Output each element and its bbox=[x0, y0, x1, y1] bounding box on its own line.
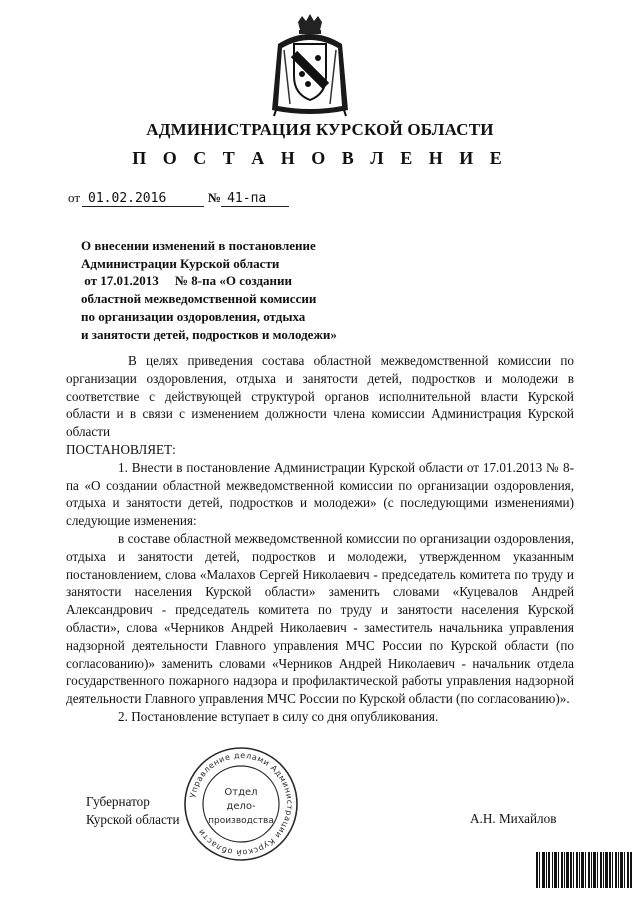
office-stamp bbox=[182, 745, 300, 863]
document-body bbox=[66, 352, 574, 726]
signatory-title bbox=[86, 793, 180, 829]
stamp-ring-text: Управление делами Администрации Курской области bbox=[188, 750, 295, 858]
preamble-paragraph: В целях приведения состава областной межведомственной комиссии по организации оздоровления, отдыха и занятости детей, подростков и молодежи в соответствие с действующей структурой органов исполнительной власти Курской области и в связи с изменением должности члена комиссии Администрация Курской области bbox=[66, 353, 574, 440]
from-label: от bbox=[68, 190, 81, 205]
signatory-title-line-1: Губернатор bbox=[86, 794, 150, 809]
document-type-title: П О С Т А Н О В Л Е Н И Е bbox=[132, 148, 508, 168]
subject-line: Администрации Курской области bbox=[81, 255, 280, 271]
item-1-detail-paragraph: в составе областной межведомственной комиссии по организации оздоровления, отдыха и занятости детей, подростков и молодежи, утвержденном указанным постановлением, слова «Малахов Сергей Николаевич - председатель комитета по труду и занятости населения Курской области» заменить словами «Куцевалов Андрей Александрович - председатель комитета по труду и занятости населения Курской области», слова «Черников Андрей Николаевич - заместитель начальника управления надзорной деятельности Главного управления МЧС России по Курской области (по согласованию)» заменить словами «Черников Андрей Николаевич - начальник отдела государственного пожарного надзора и профилактической работы управления надзорной деятельности Главного управления МЧС России по Курской области (по согласованию)». bbox=[66, 530, 574, 707]
document-date: 01.02.2016 bbox=[82, 191, 204, 207]
signatory-name: А.Н. Михайлов bbox=[470, 811, 557, 826]
number-label: № bbox=[208, 190, 222, 205]
item-2-paragraph: 2. Постановление вступает в силу со дня опубликования. bbox=[118, 708, 439, 724]
decree-word: ПОСТАНОВЛЯЕТ: bbox=[66, 441, 176, 457]
signatory-title-line-2: Курской области bbox=[86, 811, 180, 827]
coat-of-arms-emblem bbox=[268, 14, 352, 118]
document-subject bbox=[81, 237, 411, 343]
subject-line: О внесении изменений в постановление bbox=[81, 238, 316, 253]
subject-line: областной межведомственной комиссии bbox=[81, 291, 317, 307]
item-1-paragraph: 1. Внести в постановление Администрации Курской области от 17.01.2013 № 8-па «О создании областной межведомственной комиссии по организации оздоровления, отдыха и занятости детей, подростков и молодежи» (с последующими изменениями) следующие изменения: bbox=[66, 459, 574, 529]
document-number: 41-па bbox=[221, 191, 289, 207]
subject-line: и занятости детей, подростков и молодежи» bbox=[81, 326, 337, 342]
registration-line bbox=[68, 190, 289, 207]
stamp-line-1: Отдел bbox=[224, 787, 258, 798]
stamp-line-2: дело- bbox=[226, 801, 256, 812]
subject-line: по организации оздоровления, отдыха bbox=[81, 308, 306, 324]
barcode bbox=[536, 852, 632, 888]
stamp-line-3: производства bbox=[208, 816, 274, 826]
organization-title: АДМИНИСТРАЦИЯ КУРСКОЙ ОБЛАСТИ bbox=[146, 120, 494, 139]
subject-line: от 17.01.2013 № 8-па «О создании bbox=[81, 273, 293, 289]
